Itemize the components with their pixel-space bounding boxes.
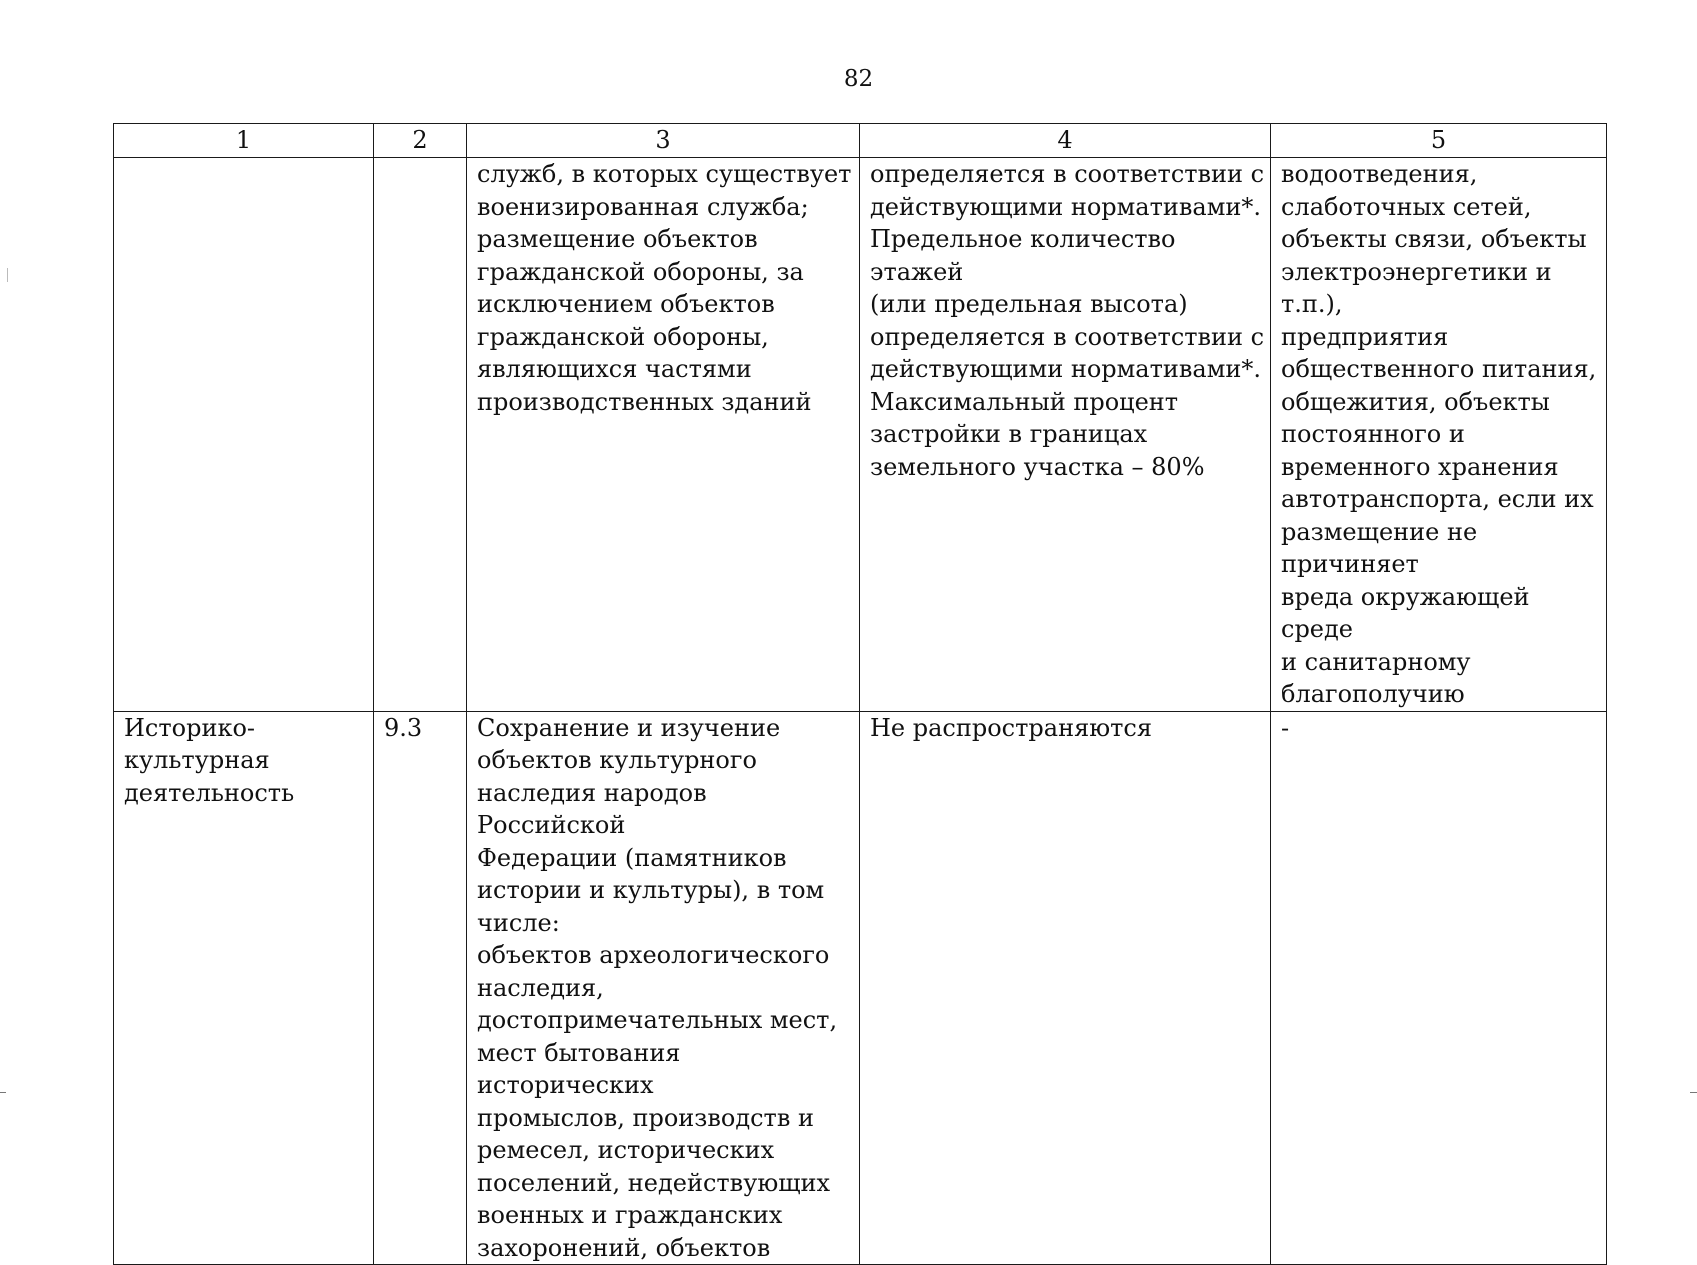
column-header-2: 2 [374, 124, 467, 158]
table-cell [860, 158, 1271, 712]
table-cell [374, 711, 467, 1265]
table-cell [467, 158, 860, 712]
cell-text: служб, в которых существует военизированная служба; размещение объектов гражданской обороны, за исключением объектов гражданской обороны, являющихся частями производственных зданий [477, 160, 852, 416]
regulations-table [113, 123, 1607, 1265]
column-header-3: 3 [467, 124, 860, 158]
table-cell [114, 158, 374, 712]
cell-text: Историко- культурная деятельность [124, 713, 295, 807]
cell-text: водоотведения, слаботочных сетей, объекты связи, объекты электроэнергетики и т.п.), предприятия общественного питания, общежития, объекты постоянного и временного хранения автотранспорта, если их размещение не причиняет вреда окружающей среде и санитарному благополучию [1281, 160, 1597, 708]
cell-text: Не распространяются [870, 713, 1152, 742]
table-cell [114, 711, 374, 1265]
table-cell [1271, 158, 1607, 712]
scan-dots-left [7, 268, 8, 282]
scan-edge-mark-left [0, 1092, 6, 1093]
table-cell [374, 158, 467, 712]
column-header-5: 5 [1271, 124, 1607, 158]
scan-edge-mark-right [1690, 1092, 1697, 1093]
column-header-1: 1 [114, 124, 374, 158]
table-row [114, 711, 1607, 1265]
table-row [114, 158, 1607, 712]
cell-text: определяется в соответствии с действующими нормативами*. Предельное количество этажей (или предельная высота) определяется в соответствии с действующими нормативами*. Максимальный процент застройки в границах земельного участка – 80% [870, 160, 1265, 481]
cell-text: - [1281, 713, 1290, 742]
cell-text: Сохранение и изучение объектов культурного наследия народов Российской Федерации (памятников истории и культуры), в том числе: объектов археологического наследия, достопримечательных мест, мест бытования исторических промыслов, производств и ремесел, исторических поселений, недействующих военных и гражданских захоронений, объектов [477, 713, 838, 1262]
page-number: 82 [843, 66, 874, 92]
table-cell [1271, 711, 1607, 1265]
table-cell [860, 711, 1271, 1265]
column-header-4: 4 [860, 124, 1271, 158]
table-header-row [114, 124, 1607, 158]
table-cell [467, 711, 860, 1265]
cell-text: 9.3 [384, 713, 423, 742]
